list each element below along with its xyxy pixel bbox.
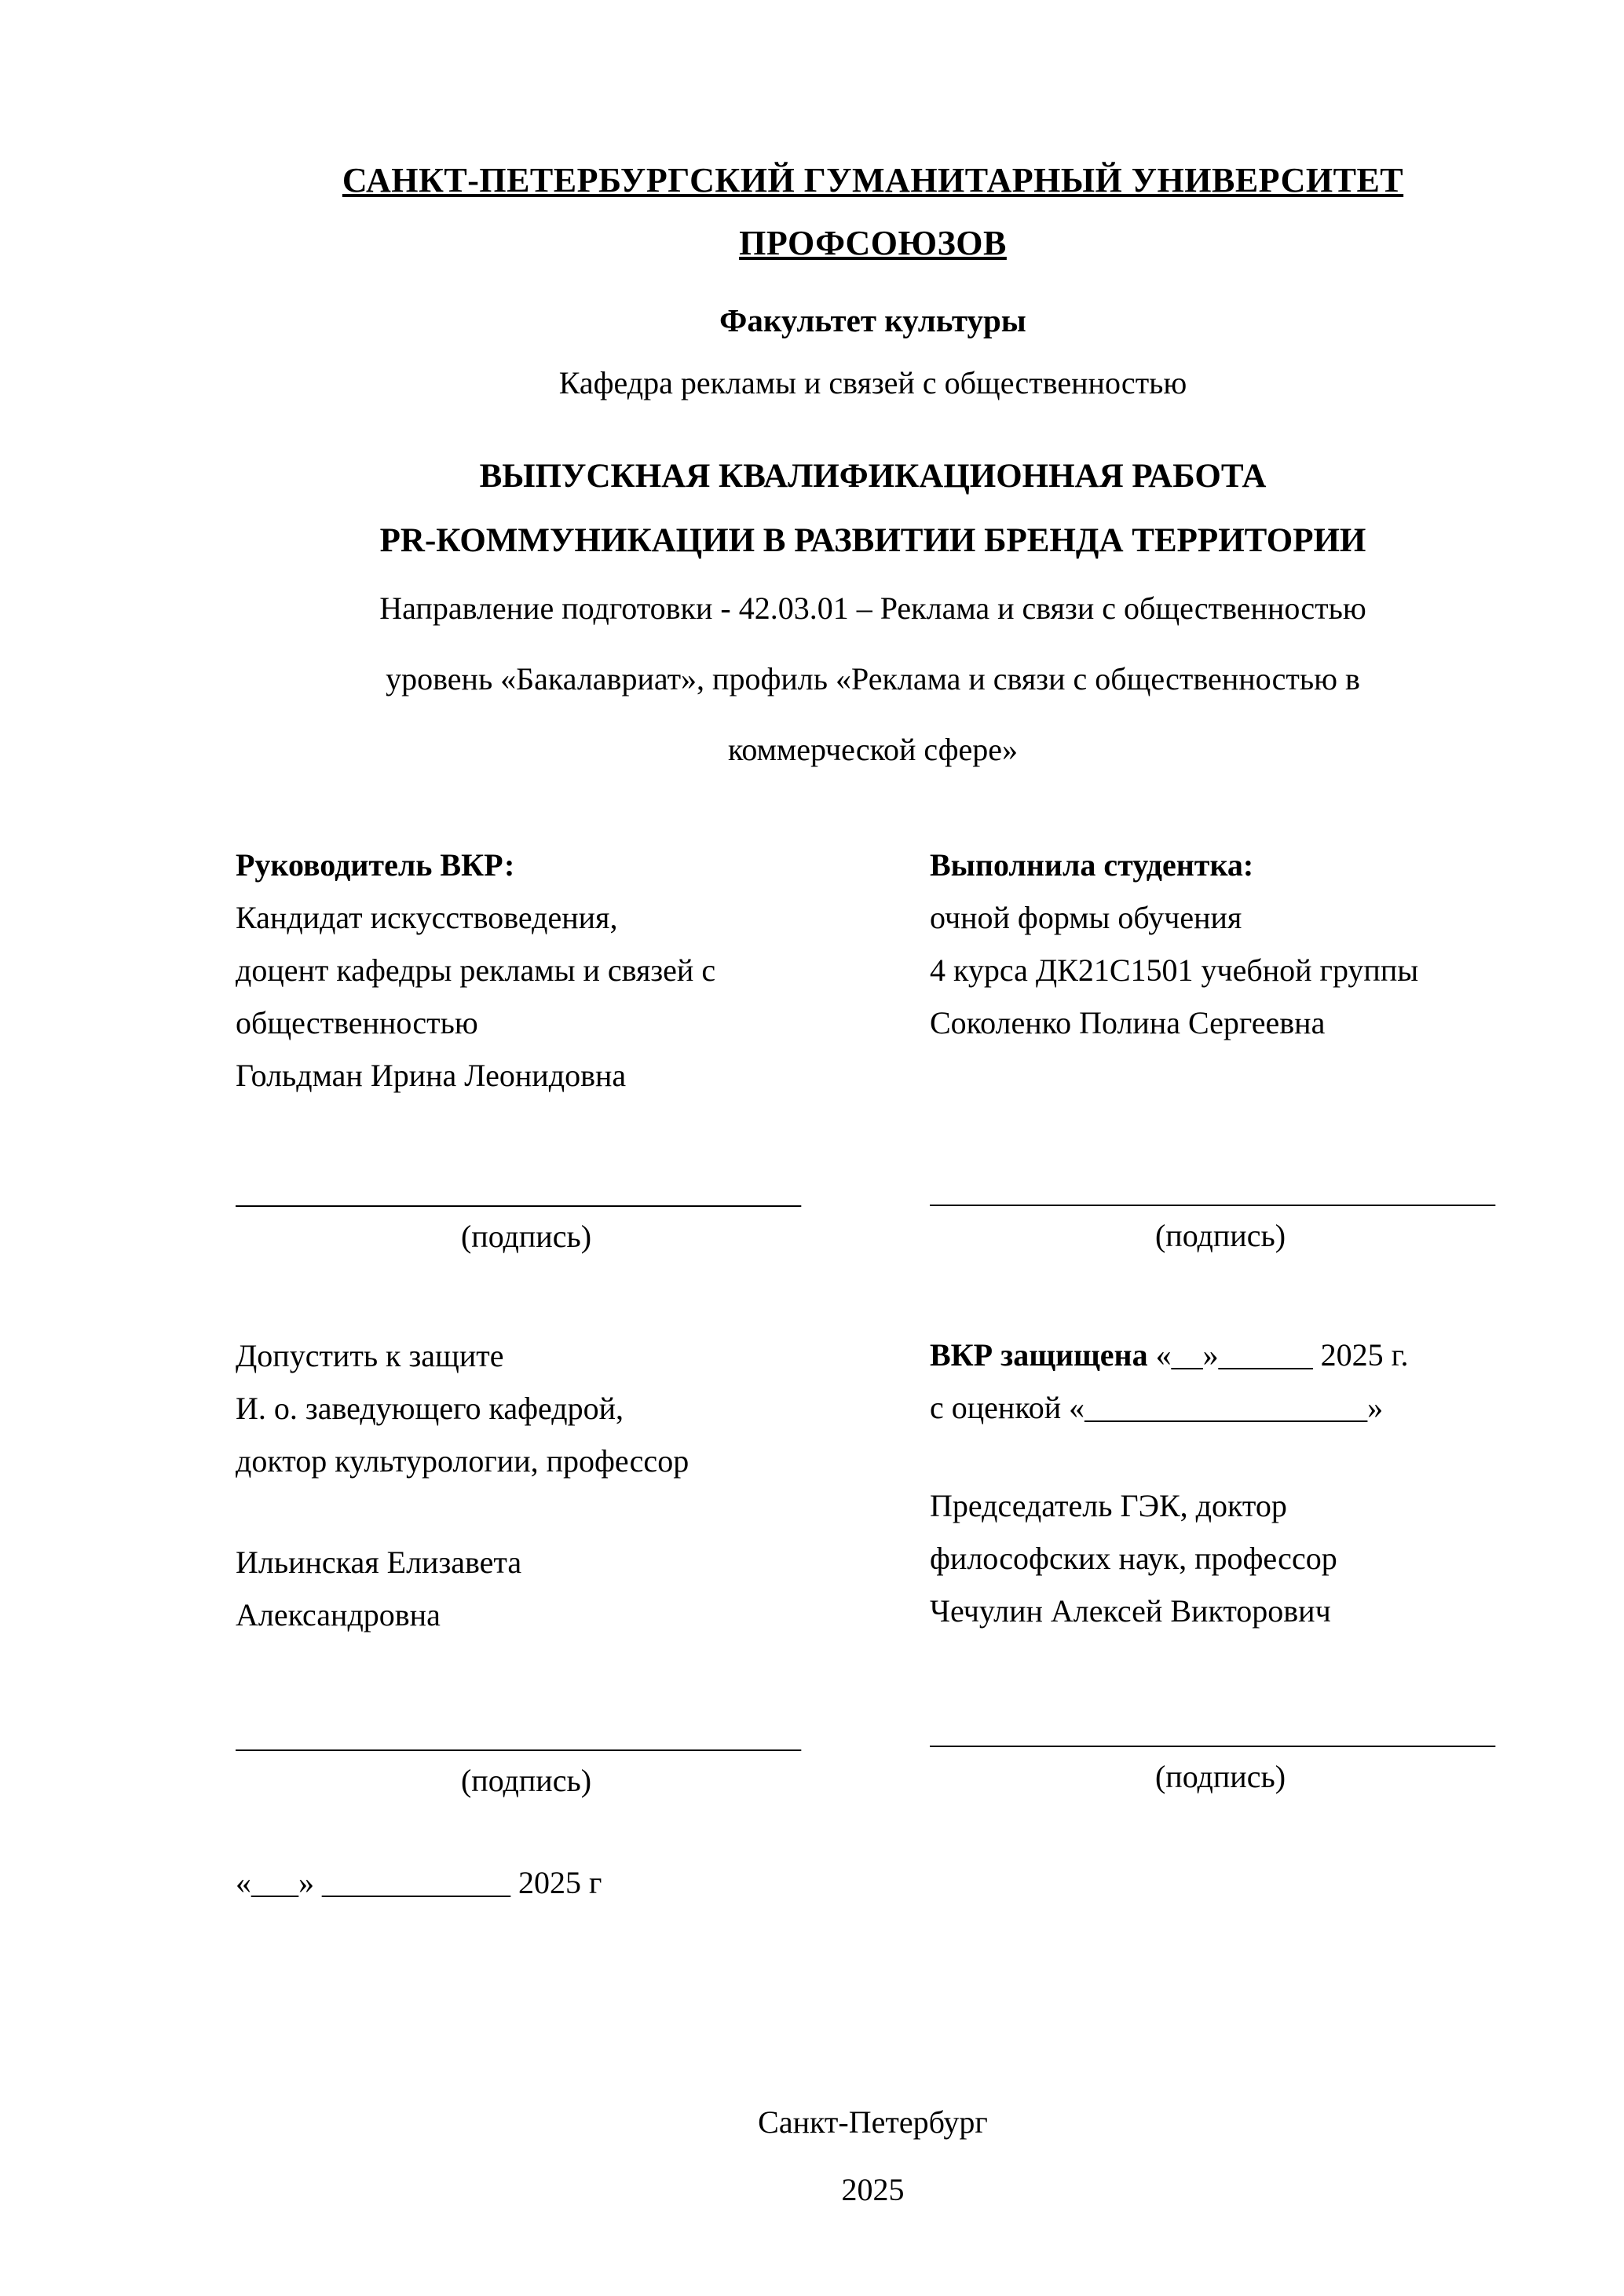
defense-label: ВКР защищена xyxy=(930,1337,1148,1373)
faculty-name: Факультет культуры xyxy=(719,302,1026,338)
signature-line: ____________________________________ xyxy=(930,1715,1495,1750)
city-line: Санкт-Петербург xyxy=(758,2104,988,2140)
supervisor-signature-block xyxy=(236,1169,817,1257)
chairman-block xyxy=(930,1479,1511,1637)
year-line: 2025 xyxy=(841,2172,905,2207)
admission-degree-line: доктор культурологии, профессор xyxy=(236,1443,689,1479)
signatories-section xyxy=(236,839,1510,1909)
supervisor-position-line2: общественностью xyxy=(236,1005,478,1040)
program-line-3: коммерческой сфере» xyxy=(727,732,1019,767)
work-type-title: ВЫПУСКНАЯ КВАЛИФИКАЦИОННАЯ РАБОТА xyxy=(479,458,1267,495)
supervisor-column xyxy=(236,839,930,1909)
supervisor-block xyxy=(236,839,930,1102)
supervisor-name: Гольдман Ирина Леонидовна xyxy=(236,1058,627,1093)
defense-date-line xyxy=(930,1329,1511,1381)
admission-date-line: «___» ____________ 2025 г xyxy=(236,1865,602,1900)
defense-block xyxy=(930,1329,1511,1434)
signature-caption: (подпись) xyxy=(1154,1218,1286,1253)
student-column xyxy=(930,839,1511,1909)
thesis-title: PR-КОММУНИКАЦИИ В РАЗВИТИИ БРЕНДА ТЕРРИТОРИИ xyxy=(379,522,1366,559)
admission-position-line: И. о. заведующего кафедрой, xyxy=(236,1391,624,1426)
chairman-name: Чечулин Алексей Викторович xyxy=(930,1593,1331,1629)
student-block xyxy=(930,839,1511,1049)
defense-date-blank: «__»______ 2025 г. xyxy=(1147,1337,1409,1373)
signature-line: ____________________________________ xyxy=(930,1174,1495,1209)
student-name: Соколенко Полина Сергеевна xyxy=(930,1005,1326,1040)
document-header xyxy=(236,149,1510,785)
department-head-name-line1: Ильинская Елизавета xyxy=(236,1545,522,1580)
student-signature-block xyxy=(930,1168,1511,1256)
department-head-name-line2: Александровна xyxy=(236,1597,441,1632)
program-line-1: Направление подготовки - 42.03.01 – Реклама и связи с общественностью xyxy=(379,590,1366,626)
document-footer xyxy=(236,2096,1510,2217)
department-head-signature-block xyxy=(236,1713,817,1801)
signature-caption: (подпись) xyxy=(1154,1759,1286,1794)
supervisor-position-line: доцент кафедры рекламы и связей с xyxy=(236,952,716,988)
department-head-name-block xyxy=(236,1536,930,1641)
signature-line: ____________________________________ xyxy=(236,1719,801,1754)
chairman-degree-line: философских наук, профессор xyxy=(930,1541,1337,1576)
supervisor-heading: Руководитель ВКР: xyxy=(236,847,515,883)
admission-line: Допустить к защите xyxy=(236,1338,504,1373)
student-study-form-line: очной формы обучения xyxy=(930,900,1242,935)
signature-caption: (подпись) xyxy=(460,1763,592,1798)
student-group-line: 4 курса ДК21С1501 учебной группы xyxy=(930,952,1419,988)
chairman-title-line: Председатель ГЭК, доктор xyxy=(930,1488,1287,1523)
university-name-line1: САНКТ-ПЕТЕРБУРГСКИЙ ГУМАНИТАРНЫЙ УНИВЕРСИТЕТ xyxy=(342,161,1404,199)
student-heading: Выполнила студентка: xyxy=(930,847,1254,883)
admission-block xyxy=(236,1329,930,1487)
signature-caption: (подпись) xyxy=(460,1219,592,1254)
defense-grade-line: с оценкой «__________________» xyxy=(930,1390,1384,1425)
signature-line: ____________________________________ xyxy=(236,1175,801,1210)
university-name-line2: ПРОФСОЮЗОВ xyxy=(739,224,1007,262)
supervisor-degree-line: Кандидат искусствоведения, xyxy=(236,900,618,935)
department-name: Кафедра рекламы и связей с общественностью xyxy=(558,365,1187,400)
chairman-signature-block xyxy=(930,1709,1511,1797)
program-line-2: уровень «Бакалавриат», профиль «Реклама и связи с общественностью в xyxy=(386,661,1360,696)
